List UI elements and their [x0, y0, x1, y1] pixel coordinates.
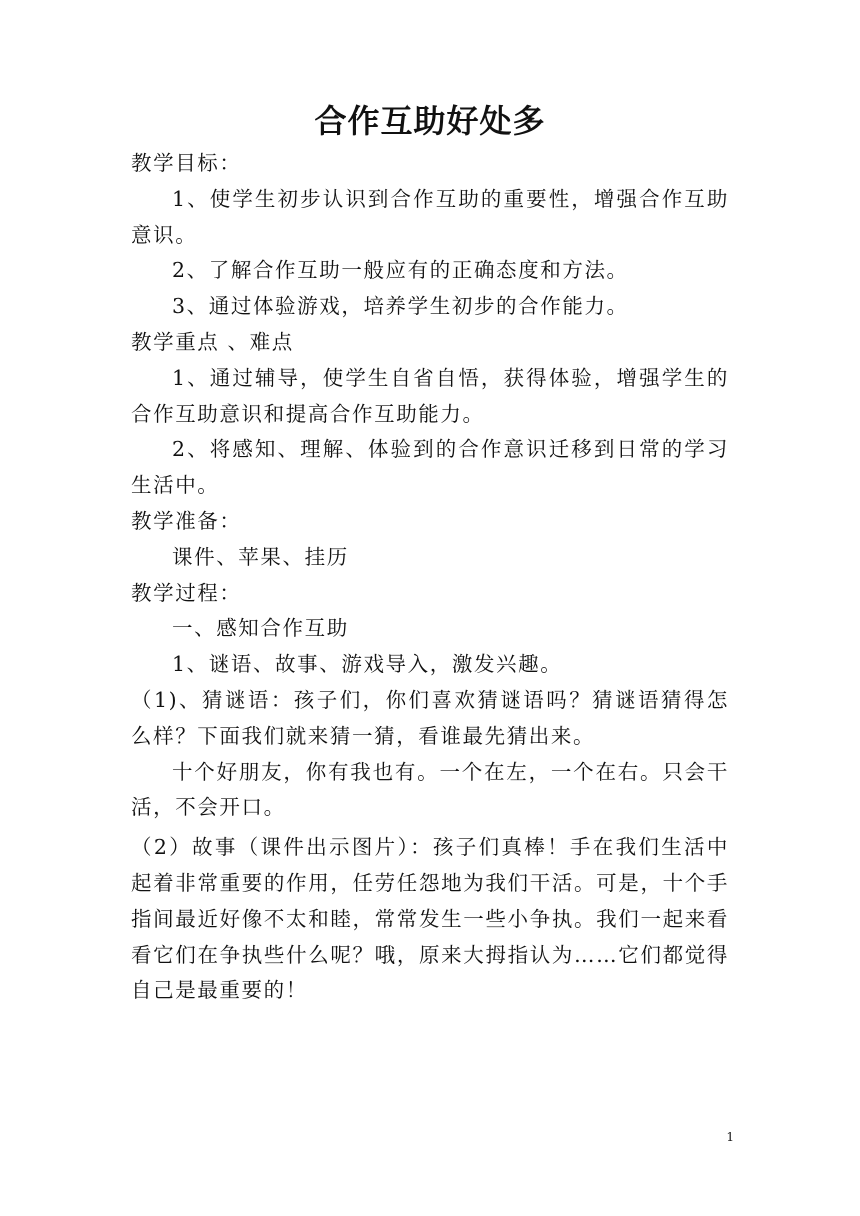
document-body — [131, 146, 729, 1009]
objective-1: 1、使学生初步认识到合作互助的重要性，增强合作互助意识。 — [131, 186, 729, 247]
riddle-paragraph: （1)、猜谜语：孩子们，你们喜欢猜谜语吗？猜谜语猜得怎么样？下面我们就来猜一猜，看谁最先猜出来。 — [131, 687, 729, 748]
riddle-text: 十个好朋友，你有我也有。一个在左，一个在右。只会干活，不会开口。 — [131, 759, 729, 820]
objective-2: 2、了解合作互助一般应有的正确态度和方法。 — [172, 258, 629, 283]
objective-3: 3、通过体验游戏，培养学生初步的合作能力。 — [172, 294, 629, 319]
story-paragraph: （2）故事（课件出示图片）：孩子们真棒！手在我们生活中起着非常重要的作用，任劳任怨地为我们干活。可是，十个手指间最近好像不太和睦，常常发生一些小争执。我们一起来看看它们在争执些什么呢？哦，原来大拇指认为……它们都觉得自己是最重要的！ — [131, 835, 729, 1003]
section-heading-preparation: 教学准备： — [131, 508, 242, 533]
preparation-items: 课件、苹果、挂历 — [172, 544, 349, 569]
key-point-1: 1、通过辅导，使学生自省自悟，获得体验，增强学生的合作互助意识和提高合作互助能力。 — [131, 365, 729, 426]
section-heading-objectives: 教学目标： — [131, 151, 242, 175]
section-heading-process: 教学过程： — [131, 580, 242, 605]
page-number: 1 — [726, 1130, 734, 1144]
section-heading-key-points: 教学重点 、难点 — [131, 329, 294, 354]
document-title: 合作互助好处多 — [314, 102, 546, 140]
key-point-2: 2、将感知、理解、体验到的合作意识迁移到日常的学习生活中。 — [131, 437, 729, 498]
process-step-1: 一、感知合作互助 — [172, 616, 349, 641]
process-substep-1: 1、谜语、故事、游戏导入，激发兴趣。 — [172, 652, 563, 677]
